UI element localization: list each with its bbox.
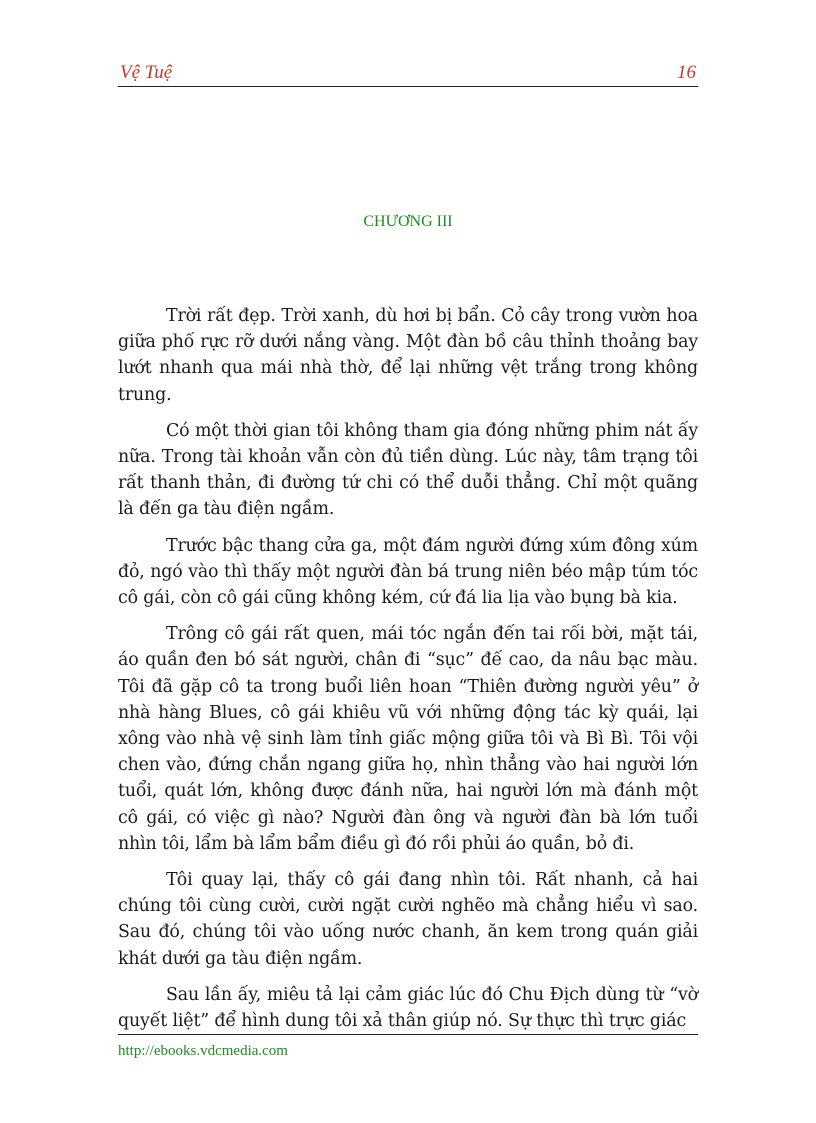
paragraph: Trông cô gái rất quen, mái tóc ngắn đến tai rối bời, mặt tái, áo quần đen bó sát người, chân đi “sục” đế cao, da nâu bạc màu. Tôi đã gặp cô ta trong buổi liên hoan “Thiên đường người yêu” ở nhà hàng Blues, cô gái khiêu vũ với những động tác kỳ quái, lại xông vào nhà vệ sinh làm tỉnh giấc mộng giữa tôi và Bì Bì. Tôi vội chen vào, đứng chắn ngang giữa họ, nhìn thẳng vào hai người lớn tuổi, quát lớn, không được đánh nữa, hai người lớn mà đánh một cô gái, có việc gì nào? Người đàn ông và người đàn bà lớn tuổi nhìn tôi, lẩm bà lẩm bẩm điều gì đó rồi phủi áo quần, bỏ đi. [118,624,698,854]
page-number: 16 [677,62,696,83]
chapter-title: CHƯƠNG III [363,213,453,230]
paragraph: Tôi quay lại, thấy cô gái đang nhìn tôi. Rất nhanh, cả hai chúng tôi cùng cười, cười ngặt cười nghẽo mà chẳng hiểu vì sao. Sau đó, chúng tôi vào uống nước chanh, ăn kem trong quán giải khát dưới ga tàu điện ngầm. [118,870,698,969]
body-text [118,303,698,1044]
paragraph: Trời rất đẹp. Trời xanh, dù hơi bị bẩn. Cỏ cây trong vườn hoa giữa phố rực rỡ dưới nắng vàng. Một đàn bồ câu thỉnh thoảng bay lướt nhanh qua mái nhà thờ, để lại những vệt trắng trong không trung. [118,306,698,405]
paragraph: Sau lần ấy, miêu tả lại cảm giác lúc đó Chu Địch dùng từ “vờ quyết liệt” để hình dung tôi xả thân giúp nó. Sự thực thì trực giác [118,984,698,1032]
paragraph: Có một thời gian tôi không tham gia đóng những phim nát ấy nữa. Trong tài khoản vẫn còn đủ tiền dùng. Lúc này, tâm trạng tôi rất thanh thản, đi đường tứ chi có thể duỗi thẳng. Chỉ một quãng là đến ga tàu điện ngầm. [118,420,698,520]
page-header [118,60,698,87]
footer-url-link[interactable]: http://ebooks.vdcmedia.com [118,1043,288,1059]
footer-divider [118,1034,698,1035]
paragraph: Trước bậc thang cửa ga, một đám người đứng xúm đông xúm đỏ, ngó vào thì thấy một người đàn bá trung niên béo mập túm tóc cô gái, còn cô gái cũng không kém, cứ đá lia lịa vào bụng bà kia. [118,535,698,609]
author-name: Vệ Tuệ [120,62,173,83]
